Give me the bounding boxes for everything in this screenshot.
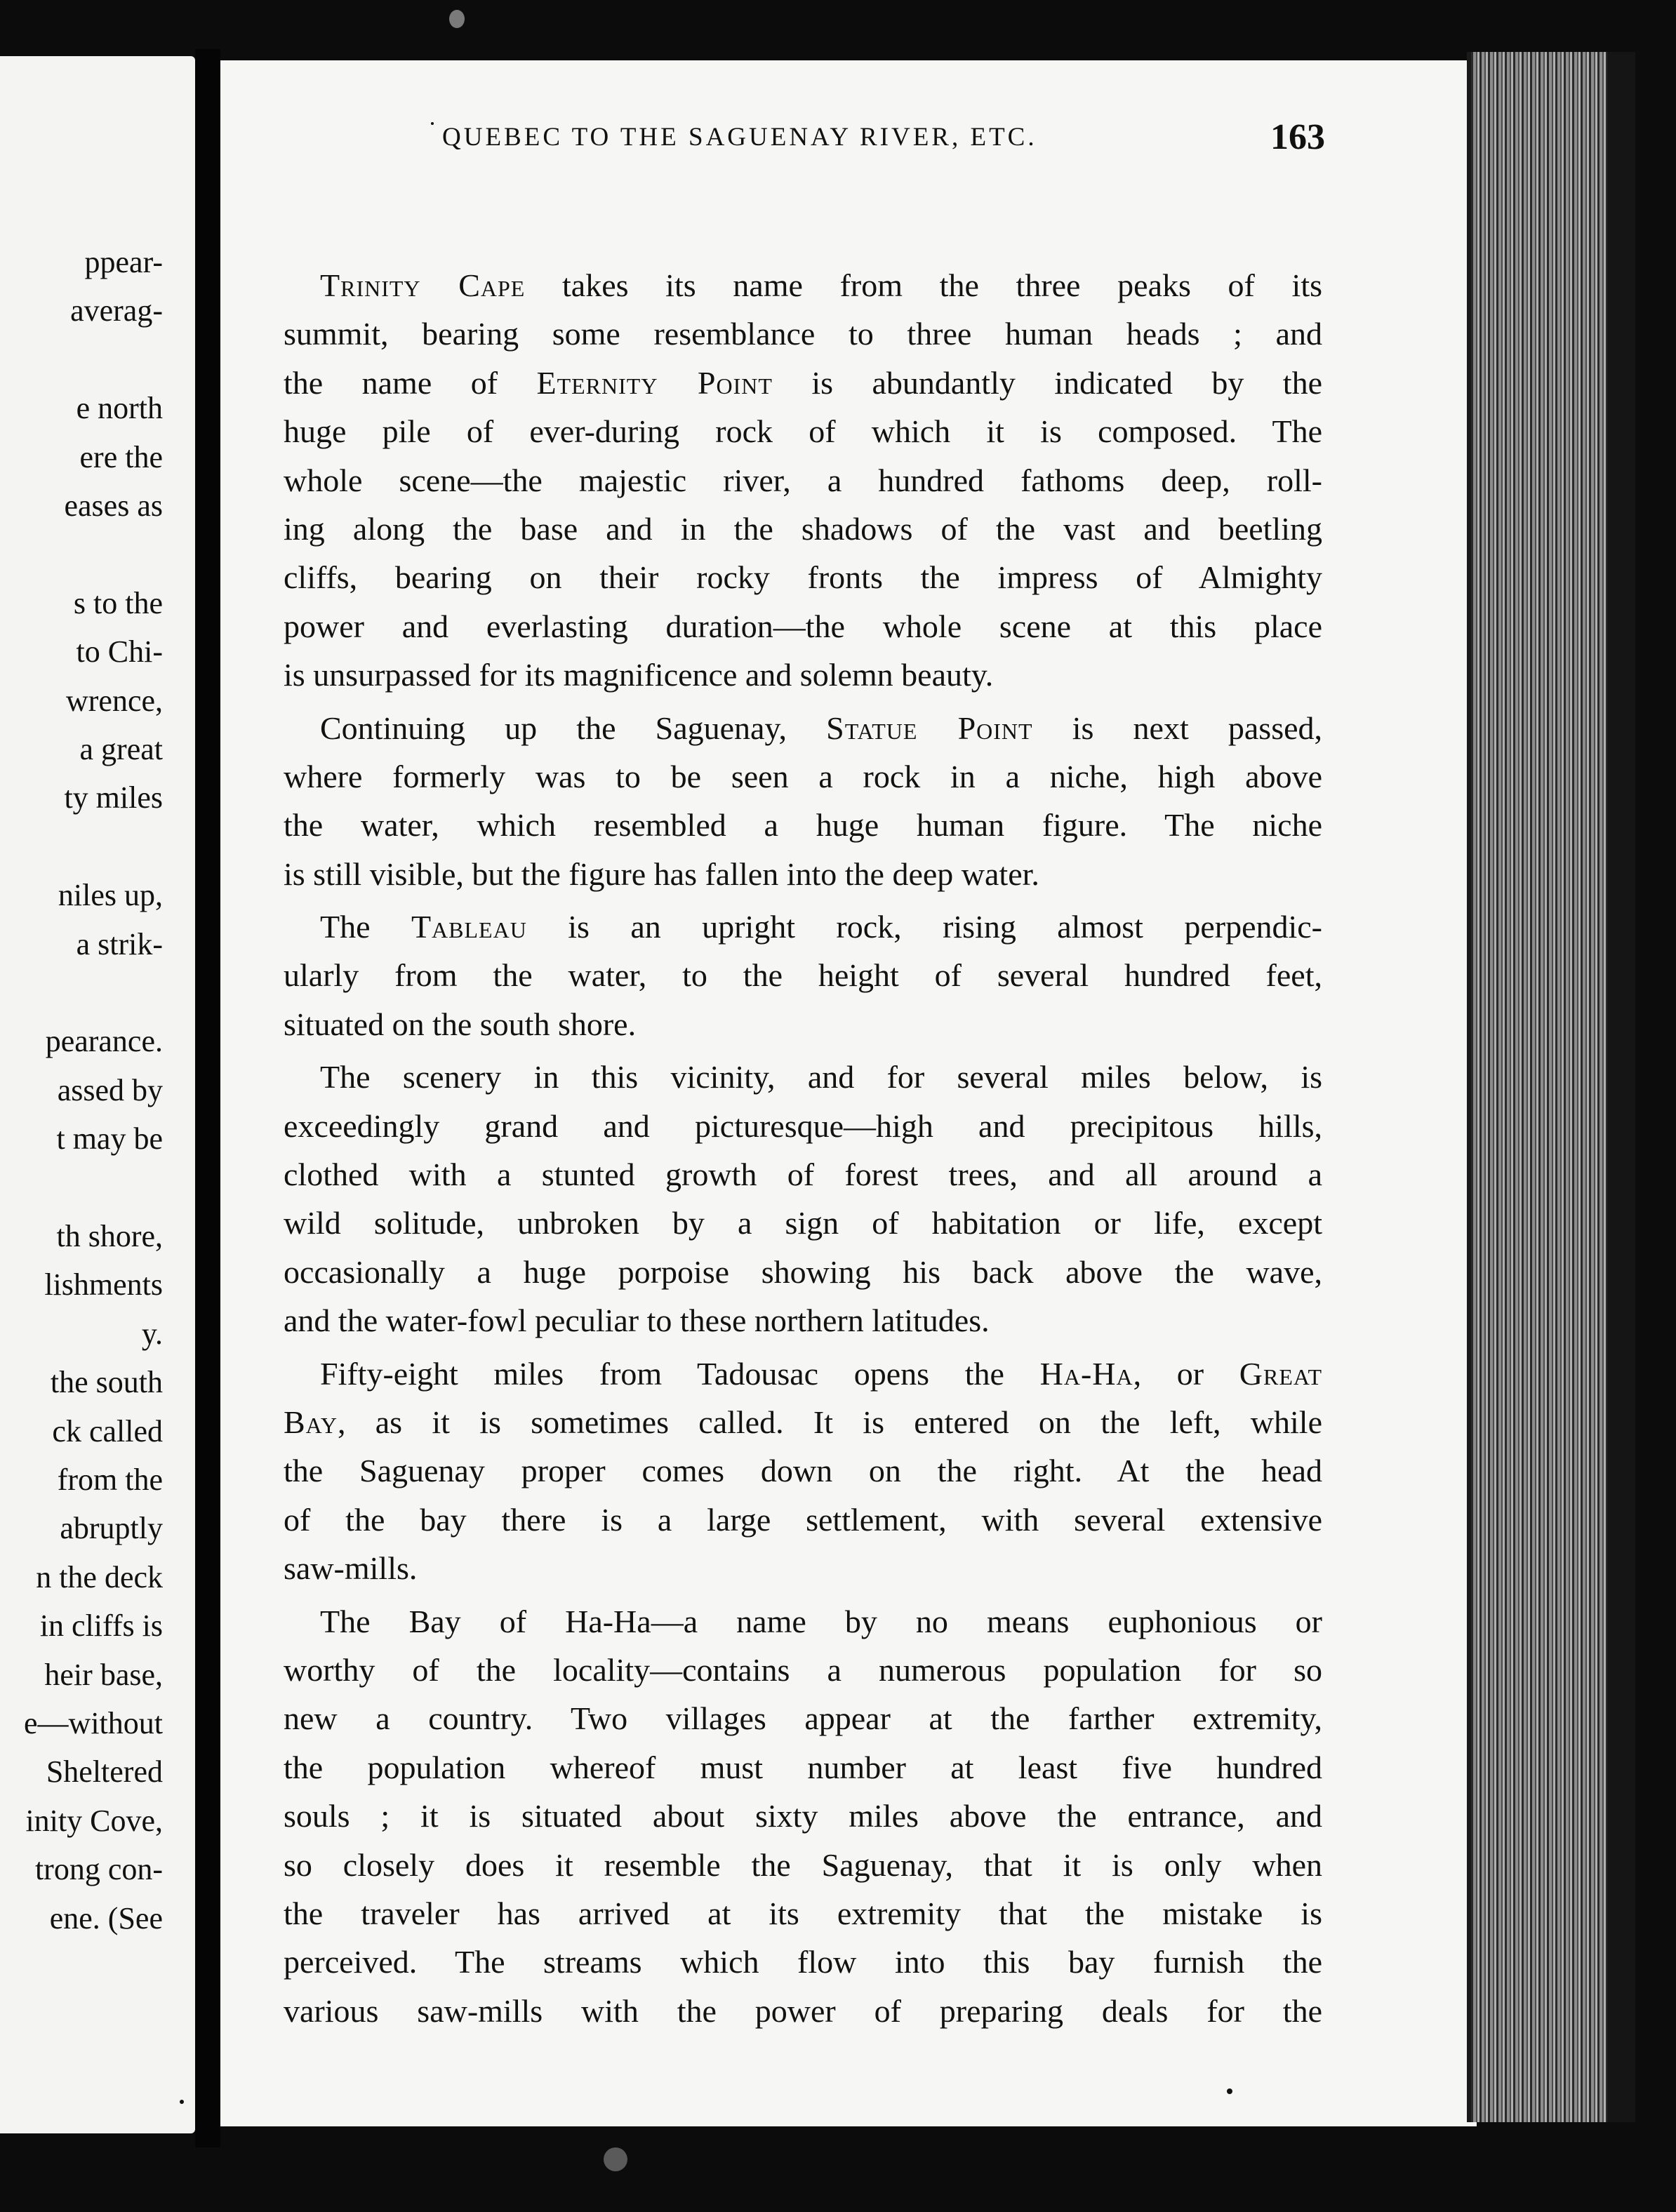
body-line bbox=[284, 602, 1322, 651]
book-gutter bbox=[195, 49, 220, 2147]
left-page-line: a great bbox=[79, 732, 163, 766]
dust-speck bbox=[431, 122, 434, 125]
line-text: , or bbox=[1133, 1355, 1239, 1392]
line-text: so closely does it resemble the Saguenay, that it is only when bbox=[284, 1846, 1322, 1883]
dust-speck bbox=[604, 2147, 627, 2171]
body-line bbox=[284, 1938, 1322, 1986]
left-page-line: s to the bbox=[73, 585, 163, 620]
page-number: 163 bbox=[1270, 117, 1325, 157]
body-line bbox=[284, 1000, 1322, 1048]
body-line bbox=[284, 359, 1322, 407]
left-page-line: e—without bbox=[24, 1706, 163, 1740]
line-text: occasionally a huge porpoise showing his back above the wave, bbox=[284, 1253, 1322, 1290]
line-text: is next passed, bbox=[1032, 709, 1323, 746]
line-text: takes its name from the three peaks of its bbox=[525, 267, 1323, 303]
body-line bbox=[284, 1495, 1322, 1544]
line-text: the Saguenay proper comes down on the right. At the head bbox=[284, 1453, 1322, 1489]
body-line bbox=[284, 752, 1322, 801]
left-page-line: wrence, bbox=[65, 683, 163, 718]
line-text: power and everlasting duration—the whole scene at this place bbox=[284, 608, 1322, 644]
line-text: The Bay of Ha-Ha—a name by no means euphonious or bbox=[320, 1603, 1322, 1639]
line-text: new a country. Two villages appear at the farther extremity, bbox=[284, 1700, 1322, 1737]
body-line bbox=[284, 261, 1322, 309]
body-line bbox=[284, 1646, 1322, 1694]
running-title: QUEBEC TO THE SAGUENAY RIVER, ETC. bbox=[442, 123, 1037, 152]
line-text: The scenery in this vicinity, and for several miles below, is bbox=[320, 1059, 1322, 1095]
left-page-line: pearance. bbox=[45, 1024, 163, 1059]
line-text: worthy of the locality—contains a numerous population for so bbox=[284, 1651, 1322, 1688]
body-line bbox=[284, 309, 1322, 358]
small-caps-term: Bay bbox=[284, 1404, 338, 1440]
body-line bbox=[284, 1296, 1322, 1345]
line-text: the traveler has arrived at its extremity that the mistake is bbox=[284, 1895, 1322, 1931]
left-page-line: the south bbox=[50, 1365, 163, 1400]
body-line bbox=[284, 1350, 1322, 1398]
line-text: ing along the base and in the shadows of the vast and beetling bbox=[284, 510, 1322, 547]
body-line bbox=[284, 1694, 1322, 1743]
left-page-line: a strik- bbox=[76, 926, 163, 961]
line-text: Continuing up the Saguenay, bbox=[320, 709, 827, 746]
left-page-line: t may be bbox=[56, 1121, 163, 1157]
body-line bbox=[284, 1889, 1322, 1938]
left-facing-page bbox=[0, 56, 195, 2133]
body-line bbox=[284, 1841, 1322, 1889]
body-line bbox=[284, 850, 1322, 898]
line-text: saw-mills. bbox=[284, 1550, 418, 1587]
left-page-line: e north bbox=[76, 391, 163, 426]
small-caps-term: Eternity Point bbox=[536, 364, 773, 401]
left-page-line: eases as bbox=[64, 488, 163, 523]
left-page-line: trong con- bbox=[34, 1852, 163, 1887]
left-page-line: ppear- bbox=[84, 245, 163, 279]
small-caps-term: Ha-Ha bbox=[1039, 1355, 1133, 1392]
left-page-line: ty miles bbox=[64, 780, 163, 815]
small-caps-term: Tableau bbox=[411, 909, 527, 945]
line-text: exceedingly grand and picturesque—high and precipitous hills, bbox=[284, 1107, 1322, 1144]
body-line bbox=[284, 1792, 1322, 1840]
left-page-line: averag- bbox=[70, 293, 163, 328]
line-text: wild solitude, unbroken by a sign of habitation or life, except bbox=[284, 1205, 1322, 1241]
body-line bbox=[284, 1150, 1322, 1199]
line-text: clothed with a stunted growth of forest trees, and all around a bbox=[284, 1157, 1322, 1193]
body-line bbox=[284, 1398, 1322, 1446]
left-page-line: from the bbox=[57, 1463, 163, 1497]
line-text: huge pile of ever-during rock of which it is composed. The bbox=[284, 413, 1322, 450]
line-text: The bbox=[320, 909, 411, 945]
dust-speck bbox=[180, 2100, 184, 2104]
line-text: and the water-fowl peculiar to these northern latitudes. bbox=[284, 1302, 990, 1339]
running-head bbox=[223, 116, 1325, 166]
line-text: situated on the south shore. bbox=[284, 1006, 637, 1042]
line-text: summit, bearing some resemblance to three human heads ; and bbox=[284, 316, 1322, 352]
body-line bbox=[284, 1743, 1322, 1792]
line-text: of the bay there is a large settlement, with several extensive bbox=[284, 1501, 1322, 1538]
page-edges bbox=[1467, 52, 1611, 2122]
body-line bbox=[284, 801, 1322, 849]
left-page-line: ere the bbox=[79, 439, 163, 474]
line-text: the name of bbox=[284, 364, 537, 401]
body-line bbox=[284, 651, 1322, 699]
small-caps-term: Trinity Cape bbox=[320, 267, 526, 303]
left-page-line: lishments bbox=[44, 1267, 163, 1302]
line-text: ularly from the water, to the height of several hundred feet, bbox=[284, 957, 1322, 994]
line-text: the water, which resembled a huge human figure. The niche bbox=[284, 807, 1322, 844]
line-text: cliffs, bearing on their rocky fronts the impress of Almighty bbox=[284, 559, 1322, 596]
line-text: is abundantly indicated by the bbox=[772, 364, 1322, 401]
left-page-line: to Chi- bbox=[76, 634, 163, 669]
body-line bbox=[284, 1987, 1322, 2035]
line-text: perceived. The streams which flow into this bay furnish the bbox=[284, 1944, 1322, 1980]
left-page-line: th shore, bbox=[56, 1219, 163, 1253]
dust-speck bbox=[1227, 2088, 1232, 2094]
body-line bbox=[284, 553, 1322, 601]
left-page-line: y. bbox=[141, 1316, 163, 1351]
body-line bbox=[284, 1544, 1322, 1592]
left-page-line: n the deck bbox=[36, 1559, 163, 1594]
small-caps-term: Statue Point bbox=[826, 709, 1033, 746]
body-line bbox=[284, 1597, 1322, 1646]
left-page-line: ck called bbox=[52, 1413, 163, 1448]
left-page-line: assed by bbox=[57, 1072, 163, 1107]
body-line bbox=[284, 704, 1322, 752]
body-line bbox=[284, 456, 1322, 505]
line-text: various saw-mills with the power of preparing deals for the bbox=[284, 1992, 1322, 2029]
left-page-line: inity Cove, bbox=[25, 1803, 163, 1838]
line-text: where formerly was to be seen a rock in a niche, high above bbox=[284, 758, 1322, 794]
left-page-line: niles up, bbox=[58, 878, 163, 913]
small-caps-term: Great bbox=[1239, 1355, 1322, 1392]
body-line bbox=[284, 1102, 1322, 1150]
body-line bbox=[284, 1199, 1322, 1247]
body-line bbox=[284, 951, 1322, 999]
body-line bbox=[284, 407, 1322, 455]
body-line bbox=[284, 505, 1322, 553]
line-text: is unsurpassed for its magnificence and solemn beauty. bbox=[284, 657, 994, 693]
body-line bbox=[284, 1248, 1322, 1296]
left-page-line: heir base, bbox=[44, 1657, 163, 1692]
dust-speck bbox=[449, 10, 465, 28]
line-text: the population whereof must number at least five hundred bbox=[284, 1749, 1322, 1785]
body-text bbox=[284, 261, 1322, 2035]
line-text: , as it is sometimes called. It is entered on the left, while bbox=[337, 1404, 1322, 1440]
line-text: whole scene—the majestic river, a hundred fathoms deep, roll- bbox=[284, 462, 1322, 498]
left-page-line: ene. (See bbox=[49, 1900, 163, 1936]
body-line bbox=[284, 1053, 1322, 1101]
line-text: is an upright rock, rising almost perpendic- bbox=[526, 909, 1323, 945]
line-text: is still visible, but the figure has fallen into the deep water. bbox=[284, 855, 1039, 892]
left-page-line: in cliffs is bbox=[39, 1608, 163, 1644]
line-text: Fifty-eight miles from Tadousac opens the bbox=[320, 1355, 1040, 1392]
left-page-line: abruptly bbox=[60, 1511, 163, 1546]
body-line bbox=[284, 902, 1322, 951]
left-page-line: Sheltered bbox=[46, 1754, 163, 1790]
body-line bbox=[284, 1446, 1322, 1495]
line-text: souls ; it is situated about sixty miles above the entrance, and bbox=[284, 1798, 1322, 1834]
book-cover-edge bbox=[1607, 52, 1635, 2122]
